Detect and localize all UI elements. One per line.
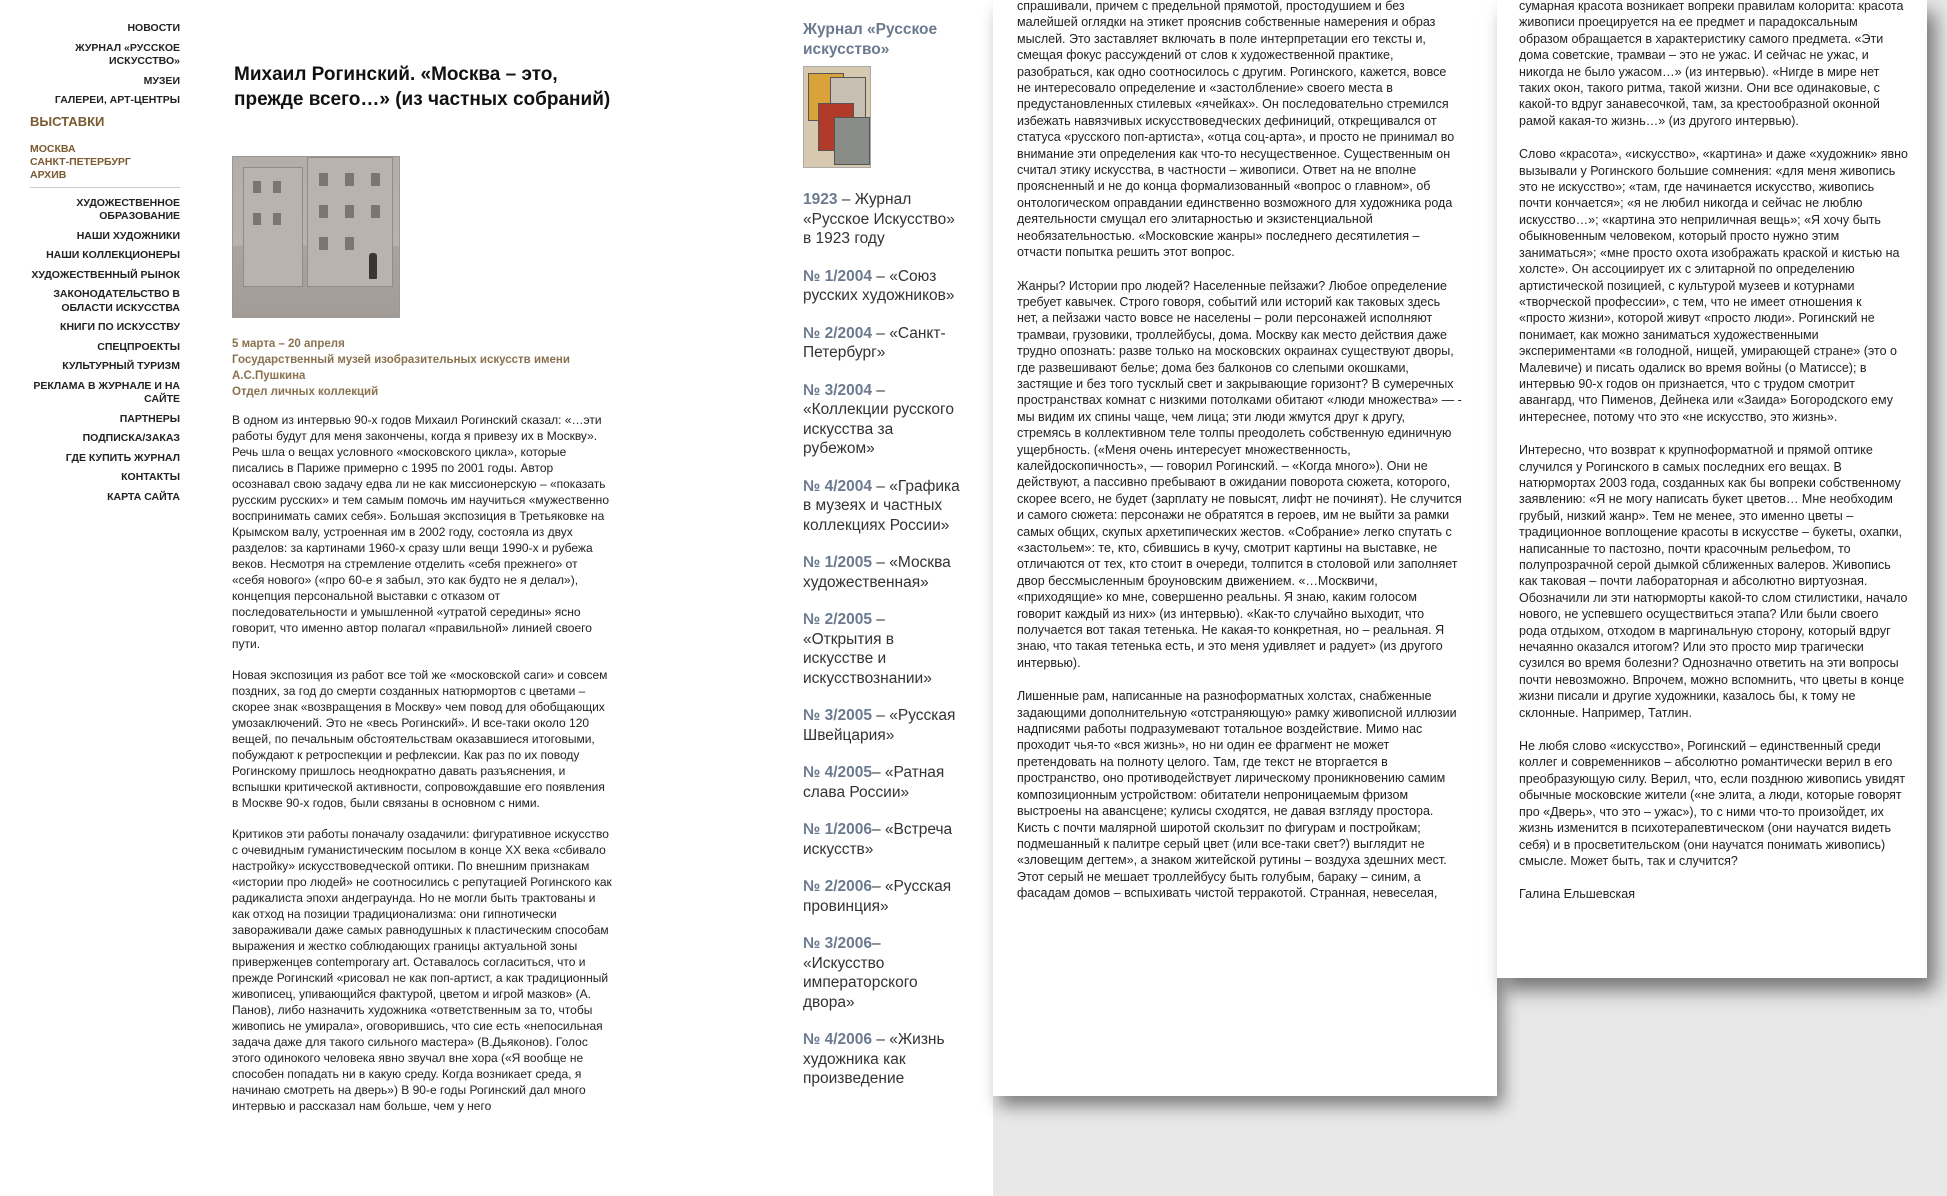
exhibition-department: Отдел личных коллекций <box>232 386 379 398</box>
issue-title: – «Жизнь художника как произведение <box>803 1031 945 1087</box>
nav-art-books[interactable]: КНИГИ ПО ИСКУССТВУ <box>60 321 180 333</box>
nav-divider <box>30 187 180 188</box>
issue-title: – «Открытия в искусстве и искусствознании» <box>803 611 932 687</box>
journal-issue-link[interactable] <box>803 610 963 688</box>
nav-art-market[interactable]: ХУДОЖЕСТВЕННЫЙ РЫНОК <box>31 268 180 281</box>
exhibition-meta <box>232 336 612 400</box>
journal-issue-link[interactable] <box>803 553 963 592</box>
painting-window <box>273 181 281 193</box>
journal-issue-link[interactable] <box>803 190 963 249</box>
journal-issue-link[interactable] <box>803 763 963 802</box>
journal-heading[interactable]: Журнал «Русское искусство» <box>803 21 938 58</box>
journal-issue-link[interactable] <box>803 477 963 536</box>
continuation-panel-1 <box>993 0 1497 1096</box>
issue-title: – «Графика в музеях и частных коллекциях России» <box>803 477 960 534</box>
painting-window <box>319 173 328 186</box>
article-title: Михаил Рогинский. «Москва – это, прежде всего…» (из частных собраний) <box>234 64 611 110</box>
issue-number: № 4/2006 <box>803 1031 872 1048</box>
painting-window <box>319 205 328 218</box>
nav-our-artists[interactable]: НАШИ ХУДОЖНИКИ <box>76 229 180 242</box>
article-paragraph: Жанры? Истории про людей? Населенные пейзажи? Любое определение требует кавычек. Строго говоря, событий или историй как таковых здесь нет, а пейзажи часто вовсе не населены – роли персонажей исполняют трамваи, грузовики, троллейбусы, дома. Москву как место действия даже трудно опознать: разве только на московских окраинах существуют дворы, где развешивают белье; дома без балконов со слепыми окошками, застящие и без того тусклый свет и закрывающие горизонт? В сумеречных пространствах комнат с низкими потолками обитают «люди множества» — - мы видим их спины чаще, чем лица; эти люди жмутся друг к другу, стремясь в коллективном теле толпы преодолеть собственную единичную ущербность. («Меня очень интересует множественность, калейдоскопичность», — говорил Рогинский. – «Когда много»). Они не действуют, а пассивно пребывают в ожидании поворота сюжета, которого, скорее всего, не будет (зарплату не повысят, лифт не починят). Не случится и самого сюжета: персонажи не обратятся в героев, им не выйти за рамки самых общих, скупых архетипических жестов. «Собрание» легко спутать с «застольем»: те, кто, сбившись в кучу, смотрит картины на выставке, не отличаются от тех, кто стоит в очереди, толпится в столовой или заполняет двор бессмысленным броуновским движением. «…Москвичи, «приходящие» ко мне, совершенно реальны. Я знаю, каким голосом говорит каждый из них» (из интервью). «Как-то случайно выходит, что получается вот такая тетенька. Не какая-то конкретная, но – реальная. Я знаю, что такая тетенька есть, и это меня удивляет и радует» (из другого интервью). <box>1017 278 1462 670</box>
nav-partners[interactable]: ПАРТНЕРЫ <box>119 412 180 425</box>
journal-issue-link[interactable] <box>803 877 963 916</box>
nav-cultural-tourism[interactable]: КУЛЬТУРНЫЙ ТУРИЗМ <box>62 360 180 372</box>
issue-title: – «Встреча искусств» <box>803 821 953 858</box>
journal-issue-link[interactable] <box>803 267 963 306</box>
sidebar-nav <box>30 22 180 510</box>
nav-sitemap[interactable]: КАРТА САЙТА <box>107 490 180 503</box>
article-paragraph: сумарная красота возникает вопреки правилам колорита: красота живописи проецируется на ее предмет и парадоксальным образом обращается в характеристику самого предмета. «Эти дома советские, трамваи – это не ужас. И сейчас не ужас, и никогда не было ужасом…» (из интервью). «Нигде в мире нет таких окон, такого ритма, такой жизни. Они все одинаковые, с какой-то вдруг занавесочкой, там, за крестообразной оконной рамой какая-то жизнь…» (из другого интервью). <box>1519 0 1904 128</box>
article-author: Галина Ельшевская <box>1519 887 1635 902</box>
issue-number: № 2/2005 <box>803 611 872 628</box>
nav-where-to-buy[interactable]: ГДЕ КУПИТЬ ЖУРНАЛ <box>65 451 180 464</box>
issue-number: № 4/2005 <box>803 764 872 781</box>
article-paragraph: Новая экспозиция из работ все той же «московской саги» и совсем поздних, за год до смерти созданных натюрмортов с цветами – скорее знак «возвращения в Москву» чем повод для обобщающих умозаключений. Это не «весь Рогинский». И все-таки около 120 вещей, по печальным обстоятельствам оказавшиеся итоговыми, побуждают к ретроспекции и рефлексии. Как раз по их поводу Рогинскому пришлось неоднократно давать разъяснения, и вспышки критической активности, сопровождавшие его появления в Москве 90-х годов, были связаны в основном с ними. <box>232 668 608 810</box>
issue-title: – «Ратная слава России» <box>803 764 945 801</box>
issue-title: – «Русская провинция» <box>803 878 952 915</box>
nav-special-projects[interactable]: СПЕЦПРОЕКТЫ <box>97 340 180 353</box>
issue-number: № 3/2005 <box>803 707 872 724</box>
issue-title: – «Коллекции русского искусства за рубежом» <box>803 381 954 457</box>
issue-number: № 3/2006 <box>803 935 872 952</box>
cover-issue-dark <box>834 117 870 165</box>
issue-number: № 4/2004 <box>803 477 872 495</box>
issue-number: 1923 <box>803 191 838 208</box>
nav-advertising[interactable]: РЕКЛАМА В ЖУРНАЛЕ И НА САЙТЕ <box>33 379 180 405</box>
painting-window <box>371 173 380 186</box>
journal-issue-link[interactable] <box>803 1030 963 1089</box>
journal-cover-image[interactable] <box>803 66 871 168</box>
continuation-panel-2 <box>1497 0 1927 978</box>
article-paragraph: В одном из интервью 90-х годов Михаил Рогинский сказал: «…эти работы будут для меня закончены, когда я привезу их в Москву». Речь шла о вещах условного «московского цикла», которые писались в Париже примерно с 1995 по 2001 годы. Автор осознавал свою задачу едва ли не как миссионерскую – «показать русским русских» и тем самым помочь им научиться «мужественно воспринимать самих себя». Большая экспозиция в Третьяковке на Крымском валу, устроенная им в 2002 году, состояла из двух разделов: за картинами 1960-х сразу шли вещи 1990-х и рубежа веков. Несмотря на стремление отделить «себя прежнего» от «себя нового» («про 60-е я забыл, это как будто не я делал»), концепция персональной выставки с отказом от последовательности и умышленной «утратой середины» ясно говорит, что именно автор полагал «правильной» линией своего пути. <box>232 413 609 651</box>
nav-galleries[interactable]: ГАЛЕРЕИ, АРТ-ЦЕНТРЫ <box>54 94 180 106</box>
nav-news[interactable]: НОВОСТИ <box>127 22 180 34</box>
issue-title: – «Санкт-Петербург» <box>803 324 946 361</box>
continuation-text-1 <box>1017 0 1462 919</box>
painting-window <box>371 205 380 218</box>
article <box>232 62 612 1129</box>
issue-number: № 3/2004 <box>803 381 872 399</box>
article-paragraph: Слово «красота», «искусство», «картина» и даже «художник» явно вызывали у Рогинского большие сомнения: «для меня живопись это не искусство»; «там, где начинается искусство, живопись почти кончается»; «я не любил никогда и сейчас не люблю искусство…»; «картина это неприличная вещь»; «Я хочу быть обыкновенным человеком, который просто нужно этим заниматься»; «мне просто охота изображать краской и кистью на холсте». Он ассоциирует их с элитарной по определению артистической позицией, с культурой музеев и котурнами «творческой профессии», с тем, что не имеет отношения к «просто жизни», которой живут «просто люди». Рогинский не понимает, как можно заниматься художественными экспериментами «в голодной, нищей, умирающей стране» (это о Малевиче) и писать одалиск во время войны (о Матиссе); в интервью 90-х годов он признается, что с трудом смотрит авангард, что Пименов, Дейнека или «Заида» Богородского ему интереснее, потому что это «не искусство, это жизнь». <box>1519 147 1908 424</box>
exhibition-venue: Государственный музей изобразительных искусств имени А.С.Пушкина <box>232 354 570 382</box>
issue-title: – «Москва художественная» <box>803 554 951 591</box>
journal-issue-link[interactable] <box>803 934 963 1012</box>
nav-art-education[interactable]: ХУДОЖЕСТВЕННОЕ ОБРАЗОВАНИЕ <box>76 196 180 222</box>
painting-window <box>273 213 281 225</box>
article-paragraph: Лишенные рам, написанные на разноформатных холстах, снабженные задающими дополнительную «отстраняющую» рамку живописной иллюзии надписями работы подразумевают тотальное воздействие. Мимо нас проходит чья-то «вся жизнь», но ни один ее фрагмент не может претендовать на полноту целого. Там, где текст не вторгается в пространство, оно противодействует лирическому проникновению самим композиционным устройством: обитатели непроницаемым фризом выстроены на авансцене; кулисы сходятся, не давая взгляду простора. Кисть с почти малярной широтой скользит по фигурам и постройкам; подмешанный к палитре серый цвет (или все-таки свет?) выглядит не «зловещим дегтем», а знаком житейской рутины – воздуха здешних мест. Этот серый не мешает троллейбусу быть голубым, бараку – синим, а фасадам домов – вспыхивать чистой терракотой. Странная, невеселая, <box>1017 689 1457 901</box>
nav-journal[interactable]: ЖУРНАЛ «РУССКОЕ ИСКУССТВО» <box>75 41 180 67</box>
article-paragraph: Не любя слово «искусство», Рогинский – единственный среди коллег и современников – абсолютно романтически верил в его преобразующую силу. Верил, что, если позднюю живопись увидят обычные московские жители («не элита, а люди, которые говорят про «Дверь», что это – ужас»), то с ними что-то произойдет, их жизнь изменится в психотерапевтическом (они научатся видеть себя) и в просветительском (они научатся понимать живопись) смысле. Может быть, так и случится? <box>1519 739 1906 868</box>
issue-title: – Журнал «Русское Искусство» в 1923 году <box>803 191 955 247</box>
nav-museums[interactable]: МУЗЕИ <box>143 74 180 87</box>
journal-issue-link[interactable] <box>803 324 963 363</box>
nav-contacts[interactable]: КОНТАКТЫ <box>121 471 180 483</box>
painting-window <box>253 181 261 193</box>
painting-window <box>319 237 328 250</box>
journal-issue-list <box>803 190 963 1089</box>
issue-title: – «Искусство императорского двора» <box>803 935 918 1011</box>
issue-number: № 1/2004 <box>803 267 872 285</box>
painting-window <box>345 173 354 186</box>
journal-issue-link[interactable] <box>803 820 963 859</box>
article-paragraph: Интересно, что возврат к крупноформатной и прямой оптике случился у Рогинского в самых последних его вещах. В натюрмортах 2003 года, созданных как бы вопреки собственному заявлению: «Я не могу написать букет цветов… Мне необходим грубый, низкий жанр». Тем не менее, это именно цветы – традиционное воплощение красоты в искусстве – букеты, охапки, написанные то пастозно, почти красочным рельефом, то полупрозрачной серой дымкой сближенных валеров. Живопись как таковая – почти лабораторная и абсолютно виртуозная. Обозначили ли эти натюрморты какой-то слом стилистики, начало нового, не успевшего осуществиться этапа? Или были своего рода отдыхом, отходом в маргинальную сторону, который вдруг нечаянно оказался итогом? Или это просто мир трагически сузился во время болезни? Однозначно ответить на эти вопросы почти невозможно. Впрочем, можно вспомнить, что цветы в конце жизни писали и другие художники, казалось бы, к тому не склонные. Например, Татлин. <box>1519 443 1908 720</box>
journal-issue-link[interactable] <box>803 381 963 459</box>
issue-number: № 1/2006 <box>803 821 872 838</box>
nav-sub-archive[interactable]: АРХИВ <box>30 168 67 181</box>
nav-sub-spb[interactable]: САНКТ-ПЕТЕРБУРГ <box>30 155 131 168</box>
issue-title: – «Русская Швейцария» <box>803 707 956 744</box>
issue-number: № 2/2004 <box>803 324 872 342</box>
issue-number: № 1/2005 <box>803 554 872 571</box>
article-paragraph: спрашивали, причем с предельной прямотой, простодушием и без малейшей оглядки на этикет прояснив собственные намерения и образ мыслей. Это заставляет включать в поле интерпретации его тексты и, смещая фокус рассуждений от слов к художественной практике, разобраться, как одно соотносилось с другим. Рогинского, кажется, вовсе не интересовало определение и «застолбление» своего места в предустановленных стилевых «ячейках». Он последовательно стремился избежать навязчивых искусствоведческих дефиниций, открещивался от статуса «русского поп-артиста», «отца соц-арта», и просто не принимал во внимание эти определения как что-то несущественное. Существенным он считал этику искусства, в частности – живописи. Ответ на не вполне проясненный и не до конца формализованный «вопрос о главном», об онтологическом оправдании единственно возможного для художника рода деятельности смущал его элитарностью и экзистенциальной необязательностью. «Московские жанры» последнего десятилетия – отчасти попытка решить этот вопрос. <box>1017 0 1455 260</box>
painting-window <box>345 205 354 218</box>
journal-issue-link[interactable] <box>803 706 963 745</box>
nav-exhibitions[interactable]: ВЫСТАВКИ <box>30 113 105 129</box>
painting-window <box>345 237 354 250</box>
painting-window <box>253 213 261 225</box>
journal-sidebar <box>803 20 963 1107</box>
painting-thumbnail[interactable] <box>232 156 400 318</box>
continuation-text-2 <box>1519 0 1909 920</box>
nav-our-collectors[interactable]: НАШИ КОЛЛЕКЦИОНЕРЫ <box>46 249 180 261</box>
nav-art-law[interactable]: ЗАКОНОДАТЕЛЬСТВО В ОБЛАСТИ ИСКУССТВА <box>53 288 180 314</box>
painting-figure <box>369 253 377 279</box>
nav-sub-moscow[interactable]: МОСКВА <box>30 142 76 155</box>
article-paragraph: Критиков эти работы поначалу озадачили: фигуративное искусство с очевидным гуманистическим посылом в конце XX века «сбивало настройку» искусствоведческой оптики. По внешним признакам «истории про людей» не соотносились с репутацией Рогинского как радикалиста эпохи андеграунда. Но не могли быть трактованы и как отход на позиции традиционализма: они гипнотически завораживали даже самых равнодушных к пластическим способам выражения и жестко соблюдающих границы актуальной зоны приверженцев contemporary art. Оставалось согласиться, что и прежде Рогинский «рисовал не как поп-артист, а как традиционный живописец, упивающийся фактурой, цветом и игрой мазков» (А. Панов), либо назначить художника «ответственным за то, чтобы живопись не умирала», оговорившись, что сие есть «непосильная задача даже для такого сильного мастера» (В.Дьяконов). Голос этого одинокого человека явно звучал вне хора («Я вообще не способен попадать ни в какую среду. Когда возникает среда, я начинаю смотреть на дверь») В 90-е годы Рогинский дал много интервью и рассказал нам больше, чем у него <box>232 827 612 1113</box>
nav-subscription[interactable]: ПОДПИСКА/ЗАКАЗ <box>82 432 180 444</box>
issue-number: № 2/2006 <box>803 878 872 895</box>
issue-title: – «Союз русских художников» <box>803 267 955 304</box>
exhibition-dates: 5 марта – 20 апреля <box>232 338 345 350</box>
article-body <box>232 412 612 1114</box>
